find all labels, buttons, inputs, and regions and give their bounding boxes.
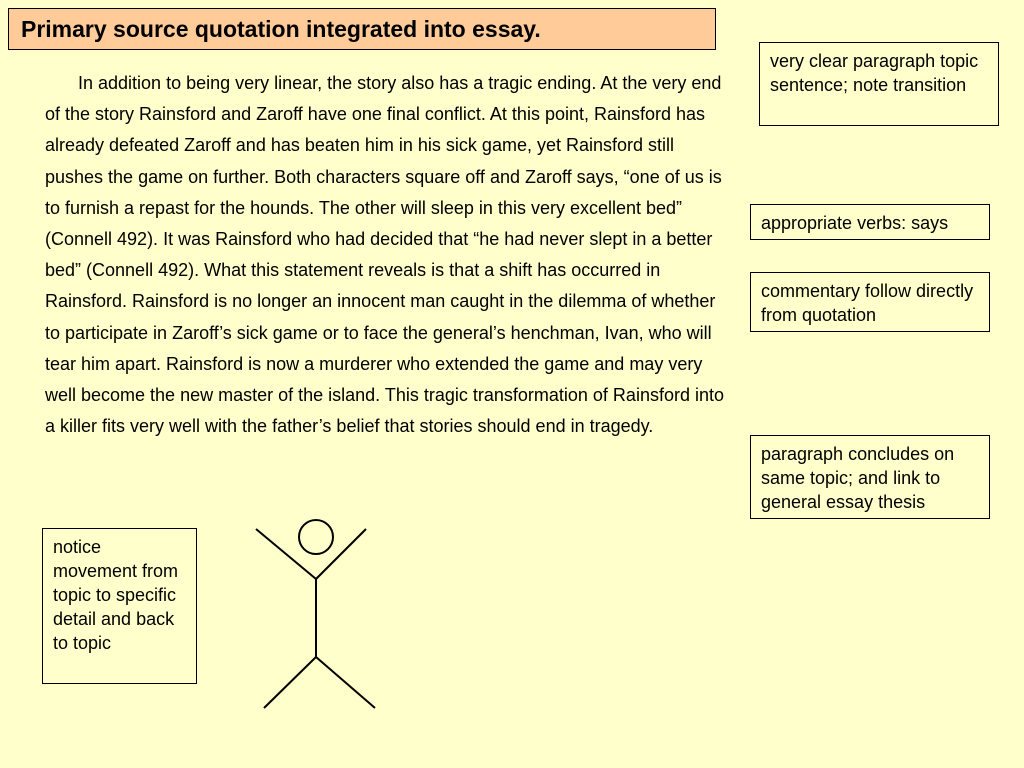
essay-paragraph-block	[45, 68, 725, 442]
annotation-movement: notice movement from topic to specific detail and back to topic	[42, 528, 197, 684]
annotation-commentary: commentary follow directly from quotation	[750, 272, 990, 332]
stick-figure-icon	[250, 515, 380, 715]
slide-title: Primary source quotation integrated into essay.	[8, 8, 716, 50]
annotation-conclusion: paragraph concludes on same topic; and link to general essay thesis	[750, 435, 990, 519]
annotation-verbs: appropriate verbs: says	[750, 204, 990, 240]
essay-paragraph: In addition to being very linear, the story also has a tragic ending. At the very end of the story Rainsford and Zaroff have one final conflict. At this point, Rainsford has already defeated Zaroff and has beaten him in his sick game, yet Rainsford still pushes the game on further. Both characters square off and Zaroff says, “one of us is to furnish a repast for the hounds. The other will sleep in this very excellent bed” (Connell 492). It was Rainsford who had decided that “he had never slept in a better bed” (Connell 492). What this statement reveals is that a shift has occurred in Rainsford. Rainsford is no longer an innocent man caught in the dilemma of whether to participate in Zaroff’s sick game or to face the general’s henchman, Ivan, who will tear him apart. Rainsford is now a murderer who extended the game and may very well become the new master of the island. This tragic transformation of Rainsford into a killer fits very well with the father’s belief that stories should end in tragedy.	[45, 73, 724, 437]
annotation-topic-sentence: very clear paragraph topic sentence; note transition	[759, 42, 999, 126]
